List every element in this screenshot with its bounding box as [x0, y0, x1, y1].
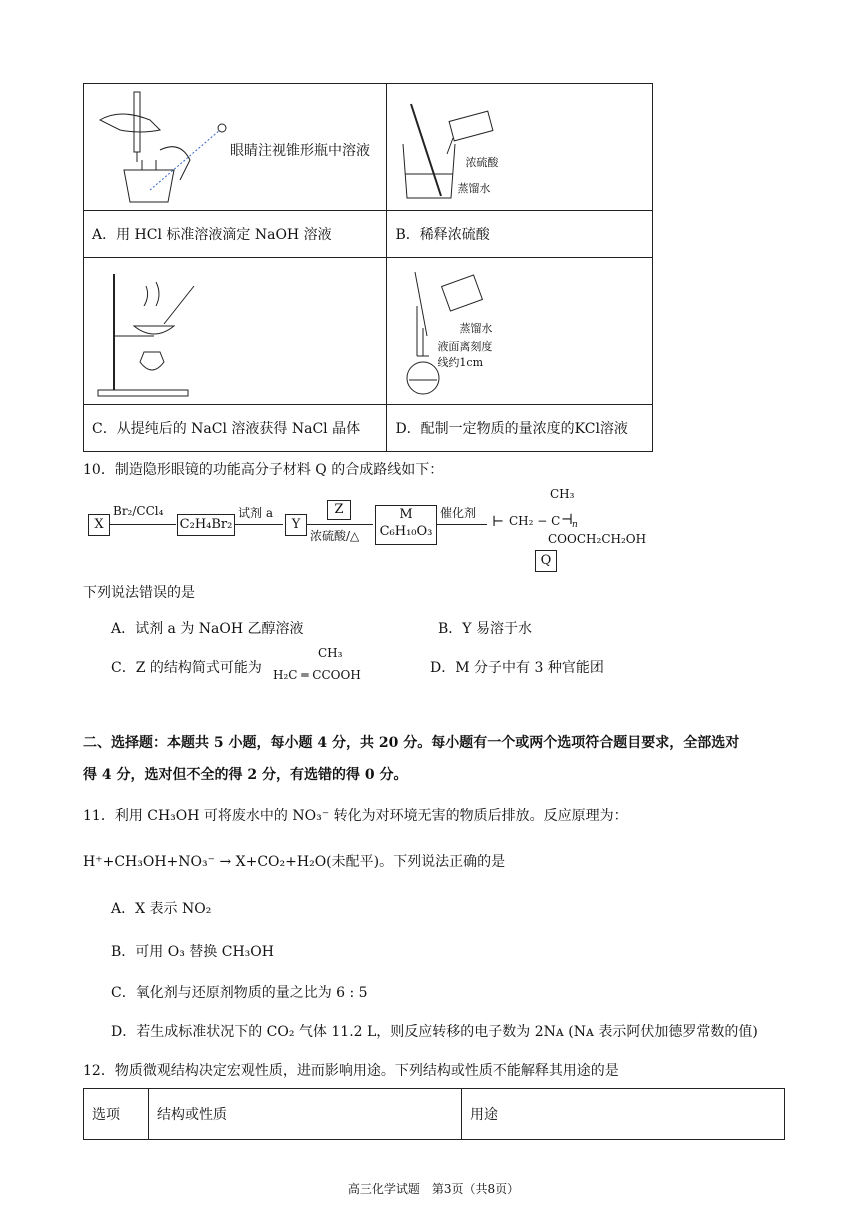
d-label-water: 蒸馏水: [459, 322, 493, 335]
cell-d-caption: D．配制一定物质的量浓度的KCl溶液: [387, 405, 653, 452]
d-label-1cm: 线约1cm: [437, 356, 484, 369]
b-label-water: 蒸馏水: [457, 182, 491, 195]
q10-option-a[interactable]: A．试剂 a 为 NaOH 乙醇溶液: [111, 621, 304, 637]
route-m-box: [375, 505, 437, 545]
titration-illustration: [90, 90, 230, 206]
q12-header-structure: 结构或性质: [149, 1089, 462, 1140]
arrow-2: [235, 524, 283, 525]
cell-a-caption: A．用 HCl 标准溶液滴定 NaOH 溶液: [84, 211, 387, 258]
route-m-formula: C₆H₁₀O₃: [379, 524, 433, 539]
arrow-4: [437, 524, 487, 525]
route-z: Z: [327, 500, 351, 520]
route-reagent1: Br₂/CCl₄: [113, 504, 164, 518]
cell-b-caption: B．稀释浓硫酸: [387, 211, 653, 258]
poly-ch3: CH₃: [550, 487, 575, 501]
cell-d-image: [387, 258, 653, 405]
q11-option-c[interactable]: C．氧化剂与还原剂物质的量之比为 6 : 5: [111, 985, 368, 1001]
q12-stem: 12．物质微观结构决定宏观性质，进而影响用途。下列结构或性质不能解释其用途的是: [83, 1063, 619, 1079]
poly-main: CH₂ − C: [509, 514, 561, 528]
experiment-table: [83, 83, 653, 452]
evaporation-illustration: [94, 266, 204, 400]
q11-option-b[interactable]: B．可用 O₃ 替换 CH₃OH: [111, 944, 274, 960]
q10-option-c-ch3: CH₃: [318, 646, 343, 660]
q12-header-use: 用途: [462, 1089, 785, 1140]
a-note: 眼睛注视锥形瓶中溶液: [230, 143, 370, 159]
q10-option-c[interactable]: C．Z 的结构简式可能为: [111, 660, 262, 676]
poly-bracket-left: ⊢: [492, 514, 505, 530]
route-q: Q: [535, 550, 557, 572]
section2-line2: 得 4 分，选对但不全的得 2 分，有选错的得 0 分。: [83, 767, 408, 783]
route-reagent2: 试剂 a: [238, 506, 273, 520]
arrow-3: [307, 524, 373, 525]
page-footer: 高三化学试题 第3页（共8页）: [347, 1182, 520, 1196]
section2-line1: 二、选择题：本题共 5 小题，每小题 4 分，共 20 分。每小题有一个或两个选项符合题目要求，全部选对: [83, 735, 740, 751]
q11-option-a[interactable]: A．X 表示 NO₂: [111, 901, 212, 917]
cell-c-caption: C．从提纯后的 NaCl 溶液获得 NaCl 晶体: [84, 405, 387, 452]
route-catalyst: 催化剂: [440, 506, 477, 520]
route-x: X: [88, 514, 110, 536]
route-cond3: 浓硫酸/△: [310, 529, 360, 543]
poly-side: COOCH₂CH₂OH: [548, 532, 647, 546]
poly-bracket-right: ⊣: [561, 512, 574, 528]
q10-option-c-formula: H₂C ═ CCOOH: [273, 668, 361, 682]
q10-option-d[interactable]: D．M 分子中有 3 种官能团: [430, 660, 604, 676]
q10-option-b[interactable]: B．Y 易溶于水: [438, 621, 532, 637]
cell-c-image: [84, 258, 387, 405]
b-label-acid: 浓硫酸: [465, 156, 499, 169]
arrow-1: [110, 524, 176, 525]
q12-header-option: 选项: [84, 1089, 149, 1140]
cell-b-image: [387, 84, 653, 211]
q11-option-d[interactable]: D．若生成标准状况下的 CO₂ 气体 11.2 L，则反应转移的电子数为 2Nᴀ (Nᴀ 表示阿伏加德罗常数的值): [111, 1024, 758, 1040]
q10-stem: 10．制造隐形眼镜的功能高分子材料 Q 的合成路线如下：: [83, 462, 444, 478]
q12-table: [83, 1088, 785, 1140]
poly-n: n: [572, 520, 578, 530]
q11-stem: 11．利用 CH₃OH 可将废水中的 NO₃⁻ 转化为对环境无害的物质后排放。反应原理为：: [83, 808, 628, 824]
q11-equation: H⁺+CH₃OH+NO₃⁻ → X+CO₂+H₂O(未配平)。下列说法正确的是: [83, 854, 506, 870]
route-m: M: [399, 507, 413, 522]
cell-a-image: [84, 84, 387, 211]
route-y: Y: [285, 514, 307, 536]
route-c2h4br2: C₂H₄Br₂: [177, 514, 235, 536]
q10-ask: 下列说法错误的是: [83, 585, 195, 601]
d-label-level: 液面离刻度: [437, 340, 493, 353]
